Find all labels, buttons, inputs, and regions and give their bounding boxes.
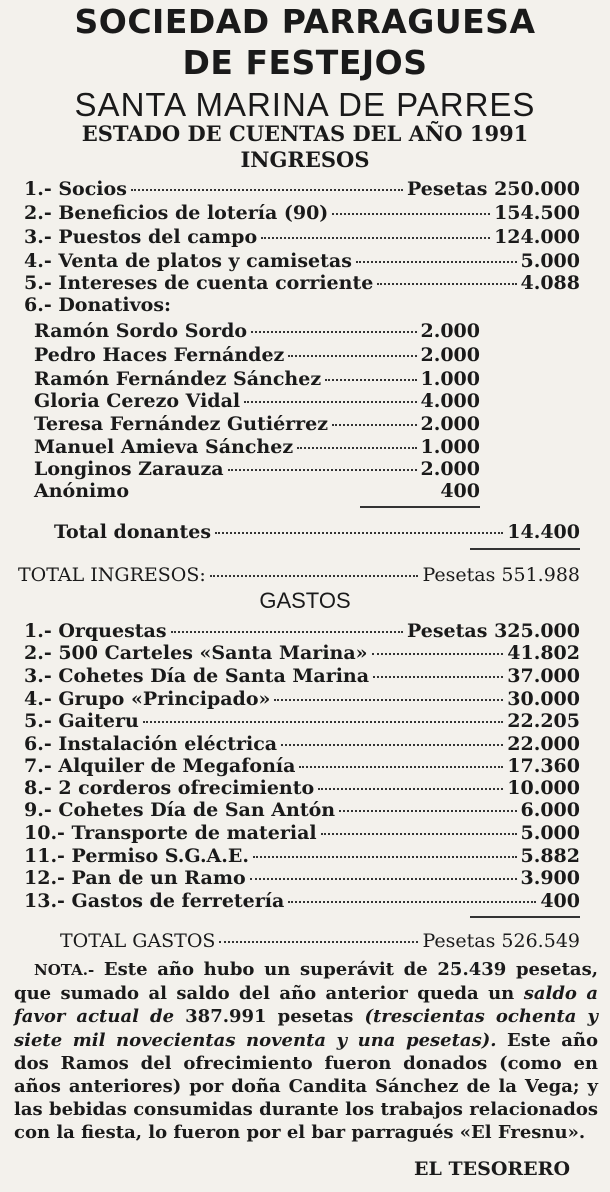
nota-paragraph	[14, 958, 598, 1145]
gasto-row	[24, 867, 580, 889]
gasto-row	[24, 890, 580, 912]
donor-value: 1.000	[420, 436, 480, 458]
donor-name: Ramón Fernández Sánchez	[34, 368, 322, 390]
total-ingresos-row	[18, 564, 580, 586]
donor-row	[34, 320, 480, 342]
donor-name: Gloria Cerezo Vidal	[34, 390, 241, 412]
leader-dots	[171, 631, 403, 633]
gasto-value: 325.000	[494, 620, 580, 642]
ingreso-row	[24, 250, 580, 272]
leader-dots	[250, 878, 517, 880]
donor-name: Longinos Zarauza	[34, 458, 224, 480]
leader-dots	[219, 941, 418, 943]
gasto-row	[24, 777, 580, 799]
gasto-value: 30.000	[507, 688, 580, 710]
donor-value: 2.000	[420, 458, 480, 480]
leader-dots	[253, 856, 516, 858]
donor-row	[34, 436, 480, 458]
currency-label: Pesetas	[407, 178, 488, 200]
gasto-label: 11.- Permiso S.G.A.E.	[24, 845, 250, 867]
total-gastos-value: 526.549	[501, 930, 580, 952]
gasto-row	[24, 688, 580, 710]
leader-dots	[318, 788, 503, 790]
gasto-row	[24, 733, 580, 755]
report-subtitle: ESTADO DE CUENTAS DEL AÑO 1991	[81, 121, 529, 146]
leader-dots	[274, 699, 503, 701]
donativos-label: 6.- Donativos:	[24, 294, 172, 316]
gasto-value: 3.900	[520, 867, 580, 889]
leader-dots	[332, 213, 490, 215]
total-ingresos-label: TOTAL INGRESOS:	[18, 564, 206, 586]
gasto-label: 1.- Orquestas	[24, 620, 167, 642]
leader-dots	[377, 283, 516, 285]
gasto-value: 5.882	[520, 845, 580, 867]
leader-dots	[288, 901, 536, 903]
donor-name: Pedro Haces Fernández	[34, 344, 285, 366]
gasto-label: 2.- 500 Carteles «Santa Marina»	[24, 642, 368, 664]
donor-value: 4.000	[420, 390, 480, 412]
leader-dots	[288, 355, 416, 357]
ingreso-value: 250.000	[494, 178, 580, 200]
currency-label: Pesetas	[422, 564, 496, 586]
signature: EL TESORERO	[414, 1158, 570, 1180]
donor-value: 2.000	[420, 413, 480, 435]
total-gastos-row	[60, 930, 580, 952]
place-title: SANTA MARINA DE PARRES	[74, 86, 536, 123]
leader-dots	[297, 447, 416, 449]
gasto-value: 400	[540, 890, 580, 912]
leader-dots	[244, 401, 416, 403]
gasto-row	[24, 665, 580, 687]
donor-row	[34, 458, 480, 480]
gasto-value: 17.360	[507, 755, 580, 777]
total-ingresos-value: 551.988	[501, 564, 580, 586]
gasto-value: 22.205	[507, 710, 580, 732]
gasto-row	[24, 845, 580, 867]
leader-dots	[321, 833, 517, 835]
donor-row	[34, 390, 480, 412]
gasto-value: 5.000	[520, 822, 580, 844]
gasto-row	[24, 822, 580, 844]
gasto-row	[24, 710, 580, 732]
ingreso-label: 2.- Beneficios de lotería (90)	[24, 202, 329, 224]
gasto-row	[24, 799, 580, 821]
leader-dots	[339, 810, 516, 812]
leader-dots	[143, 721, 504, 723]
donor-row	[34, 480, 480, 502]
leader-dots	[228, 469, 417, 471]
gasto-label: 12.- Pan de un Ramo	[24, 867, 246, 889]
currency-label: Pesetas	[422, 930, 496, 952]
ingreso-label: 4.- Venta de platos y camisetas	[24, 250, 352, 272]
gasto-label: 6.- Instalación eléctrica	[24, 733, 278, 755]
ingreso-label: 5.- Intereses de cuenta corriente	[24, 272, 374, 294]
ingreso-value: 4.088	[520, 272, 580, 294]
ingreso-row	[24, 226, 580, 248]
donor-name: Anónimo	[34, 480, 130, 502]
gasto-label: 8.- 2 corderos ofrecimiento	[24, 777, 315, 799]
ingreso-row	[24, 202, 580, 224]
donor-row	[34, 413, 480, 435]
gasto-label: 13.- Gastos de ferretería	[24, 890, 285, 912]
nota-italic-text: (trescientas ochenta y siete mil novecientas noventa y una pesetas).	[14, 1006, 598, 1051]
sum-rule	[470, 548, 580, 550]
leader-dots	[215, 532, 503, 534]
total-donantes-row	[54, 521, 580, 543]
donor-name: Manuel Amieva Sánchez	[34, 436, 294, 458]
ingreso-row	[24, 178, 580, 200]
gasto-value: 37.000	[507, 665, 580, 687]
leader-dots	[251, 331, 416, 333]
total-gastos-label: TOTAL GASTOS	[60, 930, 216, 952]
gasto-value: 10.000	[507, 777, 580, 799]
ingreso-label: 1.- Socios	[24, 178, 127, 200]
gasto-row	[24, 755, 580, 777]
ingreso-value: 124.000	[494, 226, 580, 248]
leader-dots	[325, 379, 416, 381]
ingreso-value: 5.000	[520, 250, 580, 272]
leader-dots	[373, 676, 503, 678]
donor-name: Ramón Sordo Sordo	[34, 320, 248, 342]
leader-dots	[210, 575, 419, 577]
donor-row	[34, 368, 480, 390]
nota-amount: 387.991 pesetas	[185, 1006, 354, 1028]
leader-dots	[356, 261, 517, 263]
sum-rule	[360, 506, 480, 508]
leader-dots	[372, 653, 504, 655]
gastos-heading: GASTOS	[259, 588, 351, 613]
nota-text: Este año dos Ramos del ofrecimiento fueron donados (como en años anteriores) por doña Candita Sánchez de la Vega; y las bebidas consumidas durante los trabajos relacionados con la fiesta, lo fueron por el bar parragués «El Fresnu».	[14, 1029, 598, 1144]
total-donantes-value: 14.400	[507, 521, 580, 543]
nota-italic-text: saldo a favor actual de	[14, 983, 598, 1028]
gasto-value: 6.000	[520, 799, 580, 821]
leader-dots	[299, 766, 503, 768]
ingreso-value: 154.500	[494, 202, 580, 224]
currency-label: Pesetas	[407, 620, 488, 642]
gasto-label: 10.- Transporte de material	[24, 822, 317, 844]
leader-dots	[281, 744, 503, 746]
ingresos-heading: INGRESOS	[240, 147, 370, 172]
total-donantes-label: Total donantes	[54, 521, 212, 543]
donor-value: 1.000	[420, 368, 480, 390]
leader-dots	[131, 189, 403, 191]
gasto-value: 22.000	[507, 733, 580, 755]
ingreso-row	[24, 272, 580, 294]
leader-dots	[332, 424, 416, 426]
ingreso-label: 3.- Puestos del campo	[24, 226, 258, 248]
gasto-label: 5.- Gaiteru	[24, 710, 139, 732]
title-line1: SOCIEDAD PARRAGUESA	[74, 2, 536, 41]
donor-value: 2.000	[420, 344, 480, 366]
donor-row	[34, 344, 480, 366]
title-line2: DE FESTEJOS	[182, 43, 428, 82]
donor-name: Teresa Fernández Gutiérrez	[34, 413, 329, 435]
gasto-label: 4.- Grupo «Principado»	[24, 688, 271, 710]
gasto-label: 9.- Cohetes Día de San Antón	[24, 799, 336, 821]
gasto-label: 3.- Cohetes Día de Santa Marina	[24, 665, 370, 687]
gasto-label: 7.- Alquiler de Megafonía	[24, 755, 296, 777]
sum-rule	[470, 916, 580, 918]
gasto-value: 41.802	[507, 642, 580, 664]
gasto-row	[24, 620, 580, 642]
leader-dots	[261, 237, 490, 239]
nota-label: NOTA.-	[34, 961, 95, 979]
nota-text: Este año hubo un superávit de 25.439 pesetas, que sumado al saldo del año anterior queda un	[14, 959, 598, 1005]
gasto-row	[24, 642, 580, 664]
donor-value: 2.000	[420, 320, 480, 342]
donor-value: 400	[440, 480, 480, 502]
